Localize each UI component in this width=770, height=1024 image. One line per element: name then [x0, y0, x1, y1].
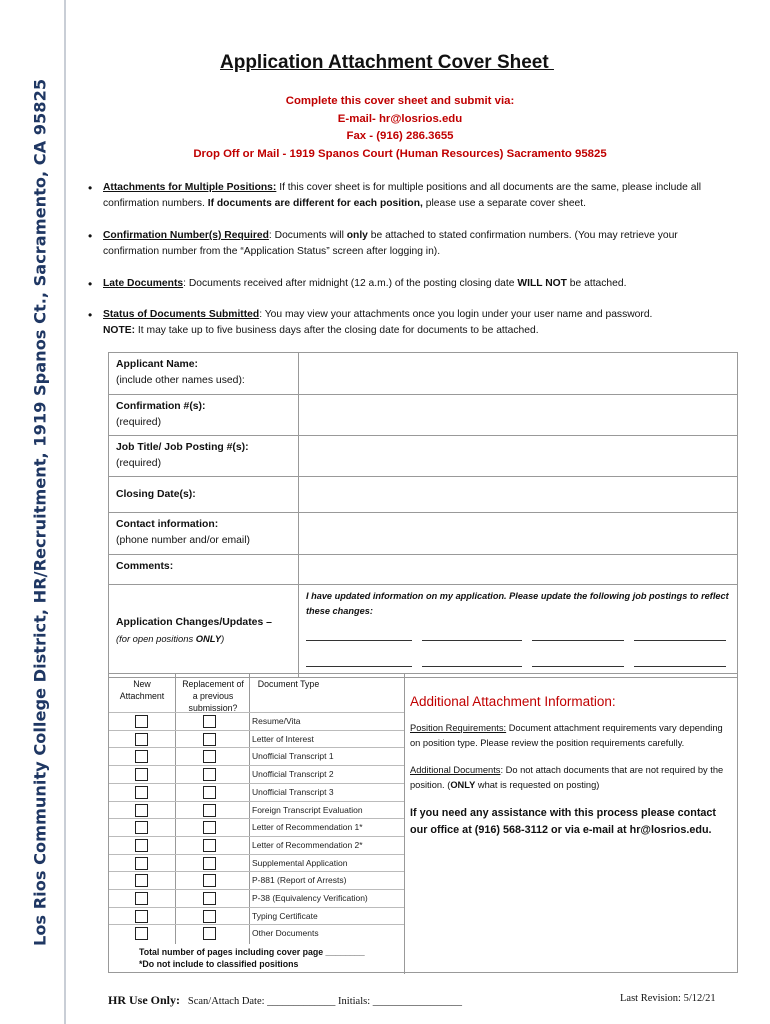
comments-label: [109, 555, 299, 585]
document-type-label: P-38 (Equivalency Verification): [252, 893, 368, 903]
bullet-note: NOTE:: [103, 325, 136, 337]
replacement-checkbox[interactable]: [203, 892, 216, 905]
totals-note: [139, 946, 365, 970]
table-row: [109, 555, 738, 585]
document-type-label: Resume/Vita: [252, 716, 301, 726]
section-title: Position Requirements:: [410, 723, 507, 733]
bullet-text: : Documents received after midnight (12 a.m.) of the posting closing date: [183, 277, 518, 289]
new-attachment-checkbox[interactable]: [135, 750, 148, 763]
additional-info: [410, 694, 732, 851]
document-row: [109, 854, 404, 872]
section-text: : Do not attach documents that are not required by the position. (: [410, 765, 724, 790]
document-row: [109, 924, 404, 942]
replacement-checkbox[interactable]: [203, 910, 216, 923]
label-sub: (phone number and/or email): [116, 535, 250, 546]
last-revision: Last Revision: 5/12/21: [620, 993, 716, 1004]
document-row: [109, 907, 404, 925]
col-new-attachment: New Attachment: [119, 679, 165, 701]
document-type-label: Letter of Interest: [252, 733, 314, 744]
label-title: Applicant Name:: [116, 359, 198, 370]
additional-documents: [410, 763, 732, 793]
document-type-label: Foreign Transcript Evaluation: [252, 804, 363, 815]
replacement-checkbox[interactable]: [203, 821, 216, 834]
section-text: what is requested on posting): [475, 780, 600, 790]
label-sub: (include other names used):: [116, 375, 245, 386]
bullet-confirmation: [86, 228, 736, 261]
table-row: [109, 585, 738, 678]
new-attachment-checkbox[interactable]: [135, 733, 148, 746]
new-attachment-checkbox[interactable]: [135, 804, 148, 817]
posting-line[interactable]: [422, 656, 522, 667]
bullet-text: be attached to stated confirmation numbers. (You may retrieve your confirmation number from the “Application Status” screen after logging in).: [103, 229, 678, 258]
replacement-checkbox[interactable]: [203, 874, 216, 887]
confirmation-label: [109, 395, 299, 436]
document-row: [109, 765, 404, 783]
bullet-title: Late Documents: [103, 277, 184, 289]
table-row: [109, 353, 738, 395]
changes-label: [109, 585, 299, 678]
col-replacement: Replacement of a previous submission?: [182, 679, 244, 713]
document-row: [109, 730, 404, 748]
replacement-checkbox[interactable]: [203, 750, 216, 763]
sidebar-address: Los Rios Community College District, HR/Recruitment, 1919 Spanos Ct., Sacramento, CA 95825: [30, 78, 50, 946]
replacement-checkbox[interactable]: [203, 768, 216, 781]
posting-line[interactable]: [532, 630, 624, 641]
submit-instructions: [150, 93, 650, 163]
drop-off-address: Drop Off or Mail - 1919 Spanos Court (Human Resources) Sacramento 95825: [193, 147, 607, 160]
bullet-emphasis: If documents are different for each position,: [207, 198, 423, 210]
label-title: Job Title/ Job Posting #(s):: [116, 442, 249, 453]
posting-line[interactable]: [306, 630, 412, 641]
document-row: [109, 871, 404, 889]
document-type-label: Letter of Recommendation 2*: [252, 839, 363, 850]
new-attachment-checkbox[interactable]: [135, 786, 148, 799]
bullet-emphasis: only: [346, 229, 368, 241]
scan-attach-date: Scan/Attach Date: _____________ Initials: _________________: [187, 996, 463, 1007]
email-link[interactable]: E-mail- hr@losrios.edu: [337, 112, 463, 125]
help-contact: If you need any assistance with this process please contact our office at (916) 568-3112 or via e-mail at hr@losrios.edu.: [410, 807, 717, 836]
contact-label: [109, 513, 299, 555]
changes-sub-end: ): [221, 632, 225, 644]
document-type-label: Supplemental Application: [252, 857, 348, 868]
hr-use-footer: [108, 993, 462, 1008]
document-type-label: Letter of Recommendation 1*: [252, 822, 363, 833]
replacement-checkbox[interactable]: [203, 733, 216, 746]
document-type-label: Unofficial Transcript 3: [252, 786, 334, 797]
changes-sub-only: ONLY: [195, 632, 222, 644]
bullet-status: [86, 307, 736, 340]
job-title-label: [109, 436, 299, 477]
new-attachment-checkbox[interactable]: [135, 910, 148, 923]
label-sub: (required): [116, 458, 162, 469]
table-row: [109, 436, 738, 477]
applicant-info-table: [108, 352, 738, 678]
label-title: Closing Date(s):: [116, 488, 196, 500]
document-type-label: Unofficial Transcript 1: [252, 751, 334, 762]
label-sub: (required): [116, 417, 162, 428]
bullet-text: please use a separate cover sheet.: [422, 198, 586, 210]
page-title: Application Attachment Cover Sheet: [220, 52, 554, 73]
replacement-checkbox[interactable]: [203, 857, 216, 870]
label-sub: [116, 633, 224, 644]
column-divider: [404, 674, 405, 974]
replacement-checkbox[interactable]: [203, 786, 216, 799]
closing-dates-field[interactable]: [299, 477, 738, 513]
contact-field[interactable]: [299, 513, 738, 555]
bullet-title: Attachments for Multiple Positions:: [103, 182, 277, 193]
new-attachment-checkbox[interactable]: [135, 874, 148, 887]
document-row: [109, 712, 404, 730]
posting-line[interactable]: [306, 656, 412, 667]
bullet-multiple-positions: [86, 180, 736, 213]
applicant-name-field[interactable]: [299, 353, 738, 395]
bullet-title: Status of Documents Submitted: [103, 309, 260, 321]
bullet-text: be attached.: [566, 277, 627, 289]
document-row: [109, 818, 404, 836]
document-type-label: Typing Certificate: [252, 910, 318, 921]
sidebar: [0, 0, 66, 1024]
section-emphasis: ONLY: [450, 780, 476, 790]
replacement-checkbox[interactable]: [203, 715, 216, 728]
table-row: [109, 477, 738, 513]
new-attachment-checkbox[interactable]: [135, 892, 148, 905]
closing-dates-label: [109, 477, 299, 513]
document-row: [109, 836, 404, 854]
label-title: Application Changes/Updates –: [116, 616, 272, 628]
document-type-label: P-881 (Report of Arrests): [252, 875, 347, 886]
comments-field[interactable]: [299, 555, 738, 585]
col-document-type: Document Type: [257, 679, 320, 689]
job-title-field[interactable]: [299, 436, 738, 477]
replacement-checkbox[interactable]: [203, 927, 216, 940]
new-attachment-checkbox[interactable]: [135, 927, 148, 940]
posting-line[interactable]: [634, 656, 726, 667]
posting-line[interactable]: [532, 656, 624, 667]
new-attachment-checkbox[interactable]: [135, 715, 148, 728]
confirmation-field[interactable]: [299, 395, 738, 436]
document-row: [109, 783, 404, 801]
table-row: [109, 395, 738, 436]
replacement-checkbox[interactable]: [203, 804, 216, 817]
document-checklist: [108, 673, 738, 973]
new-attachment-checkbox[interactable]: [135, 768, 148, 781]
document-type-label: Unofficial Transcript 2: [252, 769, 334, 780]
applicant-name-label: [109, 353, 299, 395]
new-attachment-checkbox[interactable]: [135, 821, 148, 834]
section-text: Document attachment requirements vary depending on position type. Please review the position requirements carefully.: [410, 723, 723, 748]
changes-sub-text: (for open positions: [116, 632, 196, 644]
document-row: [109, 889, 404, 907]
label-title: Confirmation #(s):: [116, 401, 206, 412]
total-pages: Total number of pages including cover page ________: [139, 947, 365, 957]
position-requirements: [410, 721, 732, 751]
label-title: Contact information:: [116, 519, 219, 530]
bullet-late-documents: [86, 276, 736, 292]
bullet-text: : You may view your attachments once you login under your user name and password.: [259, 309, 653, 321]
document-type-label: Other Documents: [252, 928, 319, 939]
replacement-checkbox[interactable]: [203, 839, 216, 852]
bullet-text: It may take up to five business days after the closing date for documents to be attached.: [135, 325, 539, 337]
posting-line[interactable]: [634, 630, 726, 641]
bullet-text: If this cover sheet is for multiple positions and all documents are the same, please include all confirmation numbers.: [103, 182, 702, 210]
sidebar-divider: [64, 0, 66, 1024]
bullet-emphasis: WILL NOT: [517, 277, 567, 289]
changes-field: [299, 585, 738, 678]
hr-use-label: HR Use Only:: [108, 993, 180, 1007]
section-title: Additional Documents: [410, 765, 501, 775]
fax-number: Fax - (916) 286.3655: [346, 130, 454, 142]
instructions-list: [86, 180, 736, 355]
document-row: [109, 747, 404, 765]
bullet-text: : Documents will: [268, 229, 347, 241]
changes-statement: I have updated information on my application. Please update the following job postings to reflect these changes:: [306, 591, 729, 616]
new-attachment-checkbox[interactable]: [135, 839, 148, 852]
new-attachment-checkbox[interactable]: [135, 857, 148, 870]
label-title: Comments:: [116, 561, 174, 572]
submit-via: Complete this cover sheet and submit via:: [285, 95, 515, 107]
classified-note: *Do not include to classified positions: [139, 959, 299, 969]
bullet-title: Confirmation Number(s) Required: [103, 229, 269, 241]
additional-heading: Additional Attachment Information:: [410, 694, 616, 709]
table-row: [109, 513, 738, 555]
posting-line[interactable]: [422, 630, 522, 641]
posting-lines-row-1: [306, 630, 730, 647]
document-row: [109, 801, 404, 819]
posting-lines-row-2: [306, 656, 730, 673]
